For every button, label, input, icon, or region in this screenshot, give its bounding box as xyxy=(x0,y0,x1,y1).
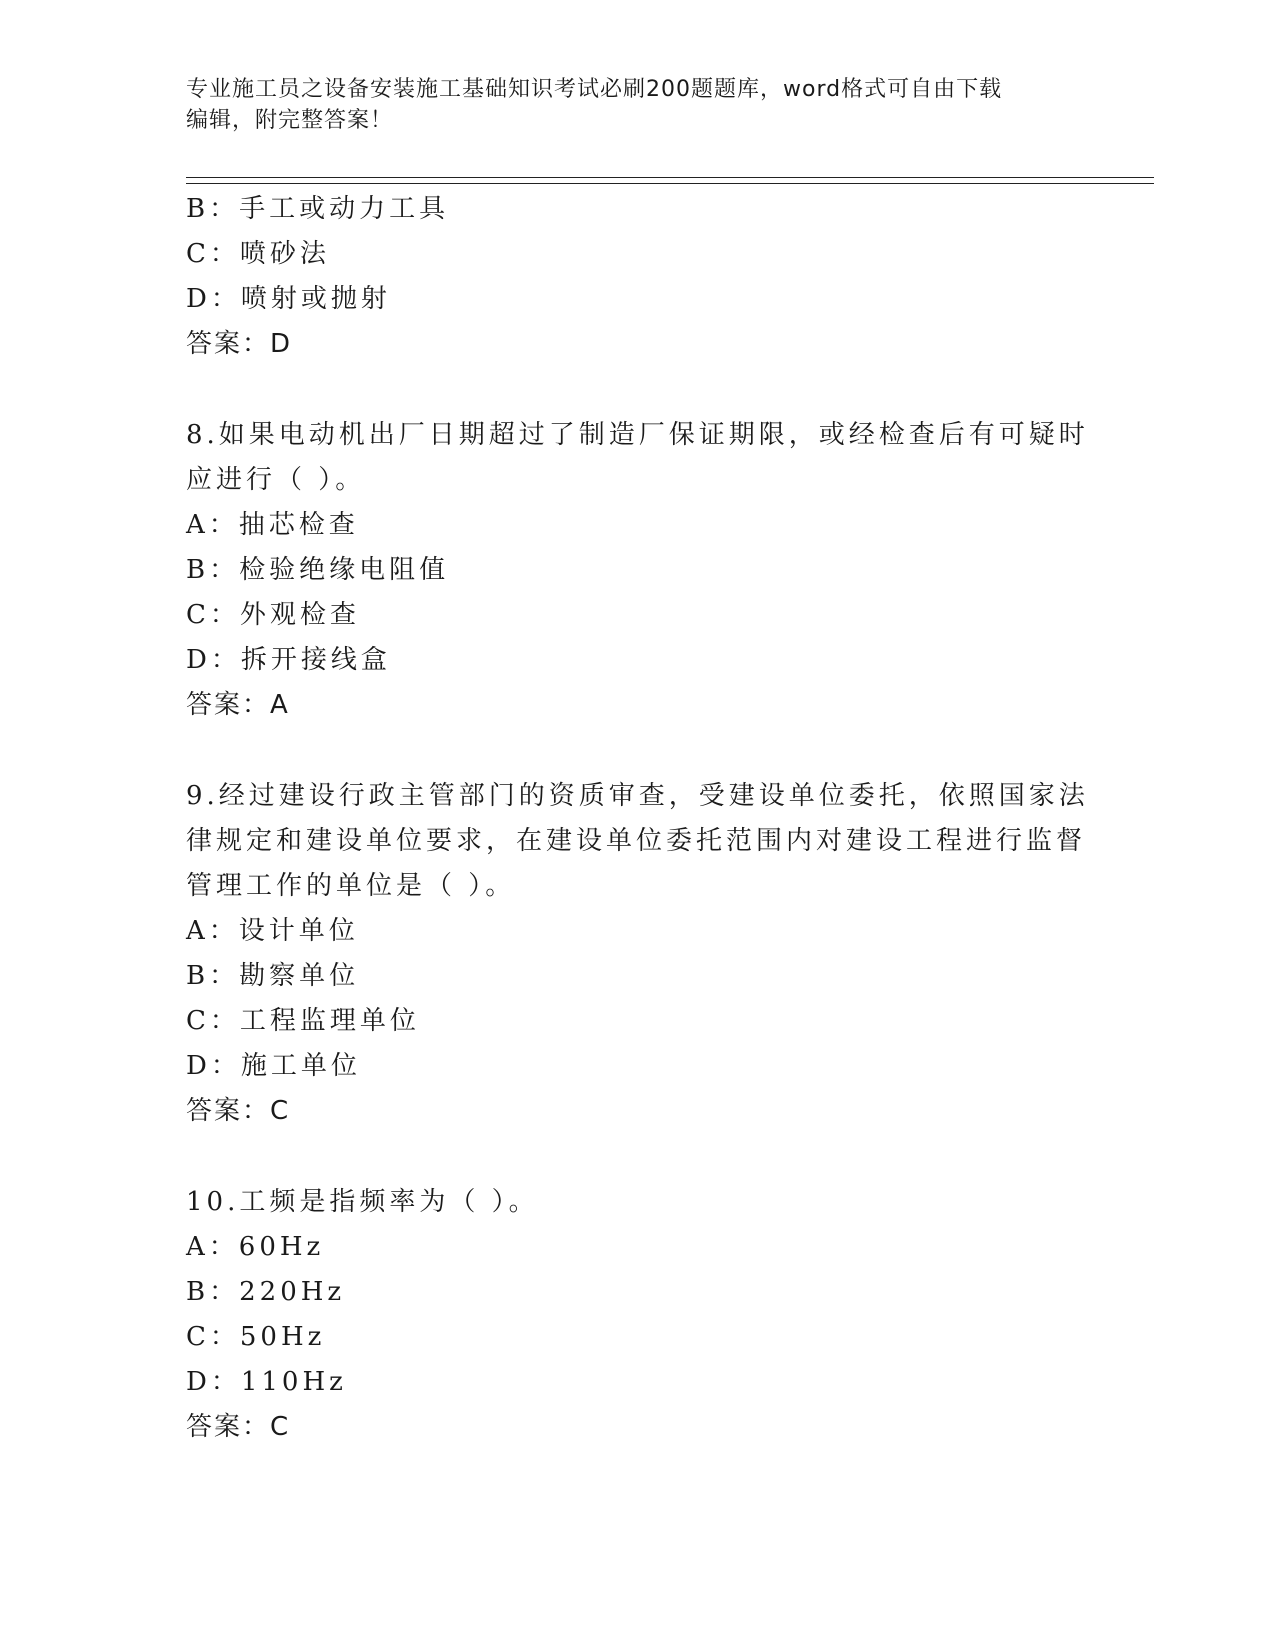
header-divider-bottom xyxy=(186,183,1154,184)
q8-option-a: A：抽芯检查 xyxy=(186,510,359,540)
q7-option-c: C：喷砂法 xyxy=(186,239,330,269)
q9-option-c: C：工程监理单位 xyxy=(186,1006,420,1036)
q8-stem-line-1: 8.如果电动机出厂日期超过了制造厂保证期限，或经检查后有可疑时 xyxy=(186,420,1089,450)
q10-option-b: B：220Hz xyxy=(186,1277,346,1307)
header-line-2: 编辑，附完整答案！ xyxy=(186,108,394,133)
q7-option-d: D：喷射或抛射 xyxy=(186,284,391,314)
q10-option-d: D：110Hz xyxy=(186,1367,347,1397)
header-divider-top xyxy=(186,177,1154,178)
q7-option-b: B：手工或动力工具 xyxy=(186,194,450,224)
document-header xyxy=(186,74,1086,136)
q10-answer: 答案：C xyxy=(186,1412,291,1442)
q10-stem-line-1: 10.工频是指频率为（ ）。 xyxy=(186,1187,539,1217)
q9-stem-line-3: 管理工作的单位是（ ）。 xyxy=(186,871,516,901)
q8-answer: 答案：A xyxy=(186,690,290,720)
q8-option-d: D：拆开接线盒 xyxy=(186,645,391,675)
q8-option-c: C：外观检查 xyxy=(186,600,360,630)
q8-option-b: B：检验绝缘电阻值 xyxy=(186,555,450,585)
q9-option-d: D：施工单位 xyxy=(186,1051,361,1081)
q9-option-a: A：设计单位 xyxy=(186,916,359,946)
q10-option-c: C：50Hz xyxy=(186,1322,326,1352)
q9-stem-line-1: 9.经过建设行政主管部门的资质审查，受建设单位委托，依照国家法 xyxy=(186,781,1089,811)
q8-stem-line-2: 应进行（ ）。 xyxy=(186,465,366,495)
q9-option-b: B：勘察单位 xyxy=(186,961,360,991)
header-line-1: 专业施工员之设备安装施工基础知识考试必刷200题题库，word格式可自由下载 xyxy=(186,77,1003,102)
q7-answer: 答案：D xyxy=(186,329,293,359)
q9-stem-line-2: 律规定和建设单位要求，在建设单位委托范围内对建设工程进行监督 xyxy=(186,826,1087,856)
q9-answer: 答案：C xyxy=(186,1096,291,1126)
q10-option-a: A：60Hz xyxy=(186,1232,325,1262)
